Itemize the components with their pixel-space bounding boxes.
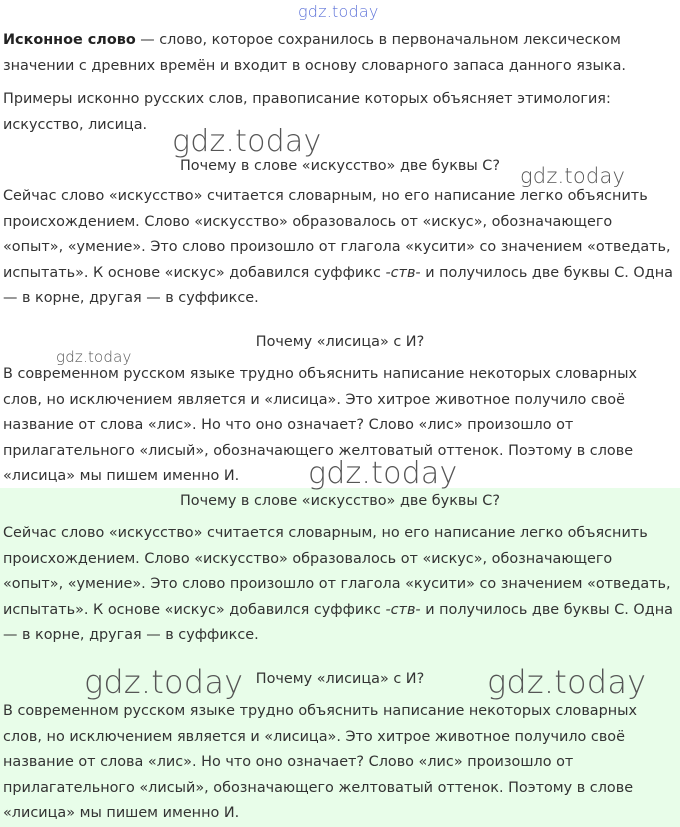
suffix-text: -ств- [385,601,421,618]
text-part: и получилось две буквы С. Одна — в корне, другая — в суффиксе. [3,601,673,643]
definition-text: — слово, которое сохранилось в первоначальном лексическом значении с древних времён и входит в основу словарного запаса данного языка. [3,32,626,74]
section-text-iskusstvo [3,521,675,649]
section-heading-lisitsa: Почему «лисица» с И? [255,334,425,350]
examples-paragraph: Примеры исконно русских слов, правописание которых объясняет этимология: искусство, лисица. [3,91,611,133]
section-heading-iskusstvo: Почему в слове «искусство» две буквы С? [179,493,500,509]
text-part: и получилось две буквы С. Одна — в корне, другая — в суффиксе. [3,264,673,306]
defined-term: Исконное слово [3,32,136,48]
watermark: gdz.today [487,663,647,701]
watermark: gdz.today [298,2,379,21]
section-heading-iskusstvo: Почему в слове «искусство» две буквы С? [179,158,500,174]
watermark: gdz.today [56,348,132,366]
section-text-lisitsa: В современном русском языке трудно объяснить написание некоторых словарных слов, но исключением является и «лисица». Это хитрое животное получило своё название от слова «лис». Но что оно означает? Слово «лис» произошло от прилагательного «лисый», обозначающего желтоватый оттенок. Поэтому в слове «лисица» мы пишем именно И. [3,366,638,484]
section-heading-lisitsa: Почему «лисица» с И? [255,671,425,687]
watermark: gdz.today [84,663,244,701]
watermark: gdz.today [520,164,626,188]
definition-paragraph [3,28,675,79]
text-part: Сейчас слово «искусство» считается словарным, но его написание легко объяснить происхождением. Слово «искусство» образовалось от «искус», обозначающего «опыт», «умение». Это слово произошло от глагола «кусити» со значением «отведать, испытать». К основе «искус» добавился суффикс [3,525,671,618]
section-text-lisitsa: В современном русском языке трудно объяснить написание некоторых словарных слов, но исключением является и «лисица». Это хитрое животное получило своё название от слова «лис». Но что оно означает? Слово «лис» произошло от прилагательного «лисый», обозначающего желтоватый оттенок. Поэтому в слове «лисица» мы пишем именно И. [3,703,638,821]
text-part: Сейчас слово «искусство» считается словарным, но его написание легко объяснить происхождением. Слово «искусство» образовалось от «искус», обозначающего «опыт», «умение». Это слово произошло от глагола «кусити» со значением «отведать, испытать». К основе «искус» добавился суффикс [3,188,671,281]
watermark: gdz.today [172,124,322,159]
suffix-text: -ств- [385,264,421,281]
watermark: gdz.today [308,456,458,491]
section-text-iskusstvo [3,184,675,312]
